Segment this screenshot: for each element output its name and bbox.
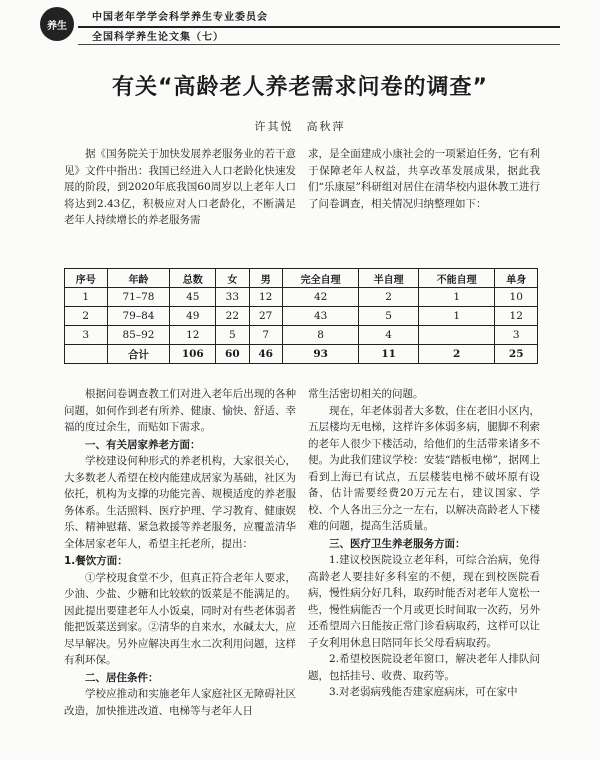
header-rule-bottom	[78, 44, 560, 45]
survey-table	[64, 268, 538, 364]
table-cell: 12	[249, 288, 282, 307]
body-paragraph: 1.建议校医院设立老年科，可综合治病，免得高龄老人要挂好多科室的不便，现在到校医院看病，慢性病分好几科，取药时能否对老年人宽松一些，慢性病能否一个月或更长时间取一次药，另外还希望周六日能按正常门诊看病取药，这样可以让子女利用休息日陪同年长父母看病取药。	[308, 554, 540, 649]
table-cell: 2	[359, 288, 419, 307]
table-cell: 1	[418, 288, 495, 307]
body-paragraph: 常生活密切相关的问题。	[308, 388, 424, 400]
series-name: 全国科学养生论文集（七）	[92, 32, 224, 43]
table-cell: 11	[359, 345, 419, 364]
table-cell: 60	[216, 345, 249, 364]
section-heading: 三、医疗卫生养老服务方面：	[329, 537, 466, 550]
table-header-cell: 总数	[170, 269, 216, 288]
table-header-cell: 单身	[495, 269, 538, 288]
table-cell: 22	[216, 307, 249, 326]
table-cell: 4	[359, 326, 419, 345]
table-cell: 12	[170, 326, 216, 345]
intro-paragraph-right: 求，是全面建成小康社会的一项紧迫任务，它有利于保障老年人权益，共享改革发展成果，据此我们“乐康屋”科研组对居住在清华校内退休教工进行了问卷调查，相关情况归纳整理如下：	[308, 148, 540, 210]
body-paragraph: 学校应推动和实施老年人家庭社区无障碍社区改造，加快推进改道、电梯等与老年人日	[64, 688, 296, 717]
table-cell: 1	[65, 288, 108, 307]
table-header-row	[65, 269, 538, 288]
table-header-cell: 不能自理	[418, 269, 495, 288]
table-cell: 3	[65, 326, 108, 345]
section-heading: 二、居住条件：	[85, 671, 159, 684]
table-total-row	[65, 345, 538, 364]
table-cell: 2	[65, 307, 108, 326]
table-header-cell: 完全自理	[282, 269, 359, 288]
table-cell	[418, 326, 495, 345]
table-cell: 2	[418, 345, 495, 364]
intro-right-column	[308, 146, 540, 212]
intro-paragraph-left: 据《国务院关于加快发展养老服务业的若干意见》文件中指出：我国已经进入人口老龄化快速发展的阶段，到2020年底我国60周岁以上老年人口将达到2.43亿，积极应对人口老龄化，不断满足老年人持续增长的养老服务需	[64, 148, 296, 226]
table-cell: 93	[282, 345, 359, 364]
intro-left-column	[64, 146, 296, 229]
body-paragraph: ①学校現食堂不少，但真正符合老年人要求，少油、少盐、少糖和比较软的饭菜是不能满足的。因此提出要建老年人小饭桌，同时对有些老体弱者能把饭菜送到家。②清华的自来水，水碱太大，应尽早解决。另外应解决再生水二次利用问题，这样有利环保。	[64, 571, 296, 666]
subsection-heading: 1.餐饮方面：	[64, 555, 128, 567]
table-cell: 79–84	[107, 307, 170, 326]
table-cell: 49	[170, 307, 216, 326]
table-cell: 3	[495, 326, 538, 345]
organization-name: 中国老年学学会科学养生专业委员会	[92, 12, 268, 23]
table-cell: 1	[418, 307, 495, 326]
table-cell: 10	[495, 288, 538, 307]
table-header-cell: 女	[216, 269, 249, 288]
section-heading: 一、有关居家养老方面：	[85, 438, 201, 451]
body-paragraph: 现在，年老体弱者大多数，住在老旧小区内，五层楼均无电梯，这样许多体弱多病，腿脚不利索的老年人很少下楼活动，给他们的生活带来诸多不便。为此我们建议学校：安装“踏板电梯”，据网上看到上海已有试点，五层楼装电梯不破坏原有设备，估计需要经费20万元左右，建议国家、学校、个人各出三分之一左右，以解决高龄老人下楼难的问题，提高生活质量。	[308, 404, 540, 532]
table-cell: 43	[282, 307, 359, 326]
journal-header	[0, 0, 600, 52]
table-cell: 7	[249, 326, 282, 345]
body-paragraph: 根据问卷调查教工们对进入老年后出现的各种问题，如何作到老有所养、健康、愉快、舒适、幸福的度过余生，而贴如下需求。	[64, 388, 296, 433]
table-cell: 106	[170, 345, 216, 364]
table-cell: 71–78	[107, 288, 170, 307]
table-cell: 33	[216, 288, 249, 307]
table-header-cell: 男	[249, 269, 282, 288]
table-row	[65, 288, 538, 307]
body-paragraph: 学校建设何种形式的养老机构，大家很关心，大多数老人希望在校内能建成居家为基础，社区为依托，机构为支撑的功能完善、规模适度的养老服务体系。生活照料、医疗护理、学习教育、健康娱乐、精神慰藉、紧急救援等养老服务，应覆盖清华全体居家老年人，希望主托老所，提出：	[64, 455, 296, 550]
table-cell: 27	[249, 307, 282, 326]
table-row	[65, 326, 538, 345]
table-cell: 8	[282, 326, 359, 345]
table-cell: 85–92	[107, 326, 170, 345]
society-logo: 养生	[40, 7, 74, 41]
table-cell: 46	[249, 345, 282, 364]
table-cell: 5	[216, 326, 249, 345]
table-cell: 合计	[107, 345, 170, 364]
table-header-cell: 年龄	[107, 269, 170, 288]
table-header-cell: 序号	[65, 269, 108, 288]
table-header-cell: 半自理	[359, 269, 419, 288]
table-cell	[65, 345, 108, 364]
article-title: 有关“高龄老人养老需求问卷的调查”	[112, 75, 488, 100]
table-cell: 42	[282, 288, 359, 307]
body-paragraph: 3.对老弱病残能否建家庭病床，可在家中	[329, 686, 518, 698]
table-cell: 5	[359, 307, 419, 326]
body-left-column	[64, 386, 296, 719]
table-row	[65, 307, 538, 326]
body-paragraph: 2.希望校医院设老年窗口，解决老年人排队问题，包括挂号、收费、取药等。	[308, 653, 540, 682]
table-cell: 45	[170, 288, 216, 307]
table-cell: 25	[495, 345, 538, 364]
article-authors: 许其悦 高秋萍	[254, 120, 346, 133]
body-right-column	[308, 386, 540, 701]
table-cell: 12	[495, 307, 538, 326]
